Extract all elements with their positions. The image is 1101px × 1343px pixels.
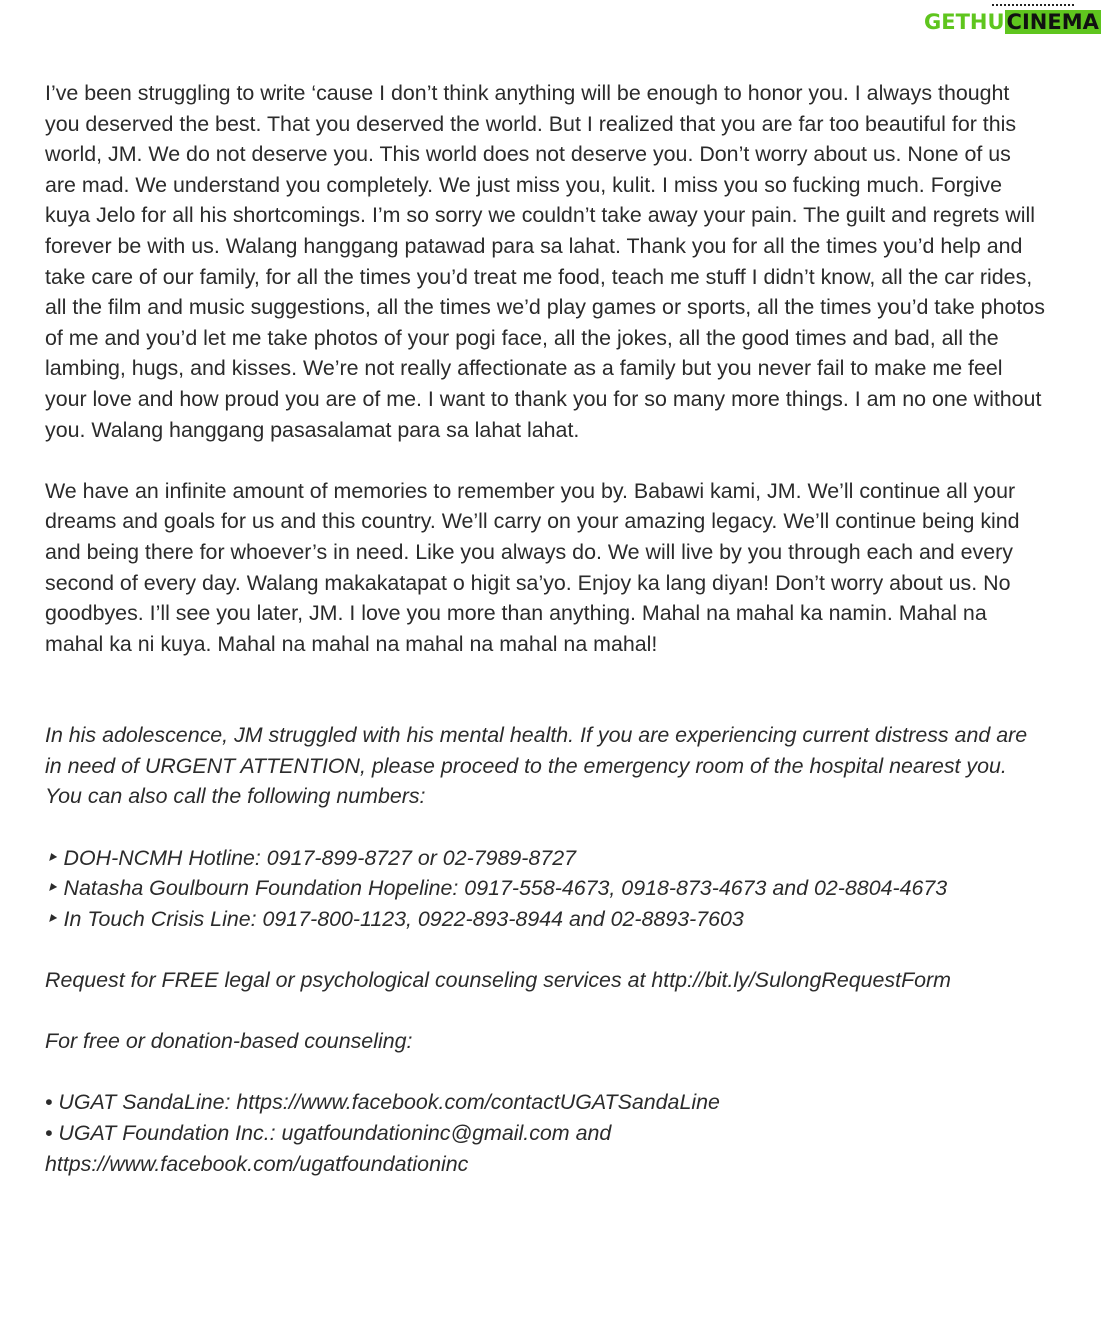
letter-paragraph-2: We have an infinite amount of memories to remember you by. Babawi kami, JM. We’ll continue all your dreams and goals for us and this country. We’ll carry on your amazing legacy. We’ll continue being kind and being there for whoever’s in need. Like you always do. We will live by you through each and every second of every day. Walang makakatapat o higit sa’yo. Enjoy ka lang diyan! Don’t worry about us. No goodbyes. I’ll see you later, JM. I love you more than anything. Mahal na mahal ka namin. Mahal na mahal ka ni kuya. Mahal na mahal na mahal na mahal na mahal!: [45, 478, 1020, 656]
hotline-item: ‣ Natasha Goulbourn Foundation Hopeline: 0917-558-4673, 0918-873-4673 and 02-8804-4673: [45, 876, 948, 901]
mental-health-notice: [45, 720, 1045, 1179]
gethucinema-logo: [914, 4, 1099, 44]
donation-heading: For free or donation-based counseling:: [45, 1029, 413, 1054]
resource-item: • UGAT Foundation Inc.: ugatfoundationinc@gmail.com and: [45, 1121, 612, 1145]
resource-item: https://www.facebook.com/ugatfoundationinc: [45, 1151, 469, 1176]
counseling-request-text: Request for FREE legal or psychological counseling services at http://bit.ly/SulongRequestForm: [45, 968, 951, 993]
logo-part-1: GETHU: [924, 10, 1005, 34]
letter-paragraph-1: I’ve been struggling to write ‘cause I don’t think anything will be enough to honor you. I always thought you deserved the best. That you deserved the world. But I realized that you are far too beautiful for this world, JM. We do not deserve you. This world does not deserve you. Don’t worry about us. None of us are mad. We understand you completely. We just miss you, kulit. I miss you so fucking much. Forgive kuya Jelo for all his shortcomings. I’m so sorry we couldn’t take away your pain. The guilt and regrets will forever be with us. Walang hanggang patawad para sa lahat. Thank you for all the times you’d help and take care of our family, for all the times you’d treat me food, teach me stuff I didn’t know, all the car rides, all the film and music suggestions, all the times we’d play games or sports, all the times you’d take photos of me and you’d let me take photos of your pogi face, all the jokes, all the good times and bad, all the lambing, hugs, and kisses. We’re not really affectionate as a family but you never fail to make me feel your love and how proud you are of me. I want to thank you for so many more things. I am no one without you. Walang hanggang pasasalamat para sa lahat lahat.: [45, 81, 1045, 442]
hotline-item: ‣ DOH-NCMH Hotline: 0917-899-8727 or 02-7989-8727: [45, 845, 577, 870]
resource-item: • UGAT SandaLine: https://www.facebook.com/contactUGATSandaLine: [45, 1090, 720, 1115]
hotline-item: ‣ In Touch Crisis Line: 0917-800-1123, 0922-893-8944 and 02-8893-7603: [45, 906, 744, 931]
notice-intro: In his adolescence, JM struggled with his mental health. If you are experiencing current distress and are in need of URGENT ATTENTION, please proceed to the emergency room of the hospital nearest you. You can also call the following numbers:: [45, 723, 1028, 809]
letter-content: [45, 78, 1045, 1179]
logo-wordmark: [924, 10, 1101, 34]
logo-part-2: CINEMA: [1006, 10, 1099, 34]
